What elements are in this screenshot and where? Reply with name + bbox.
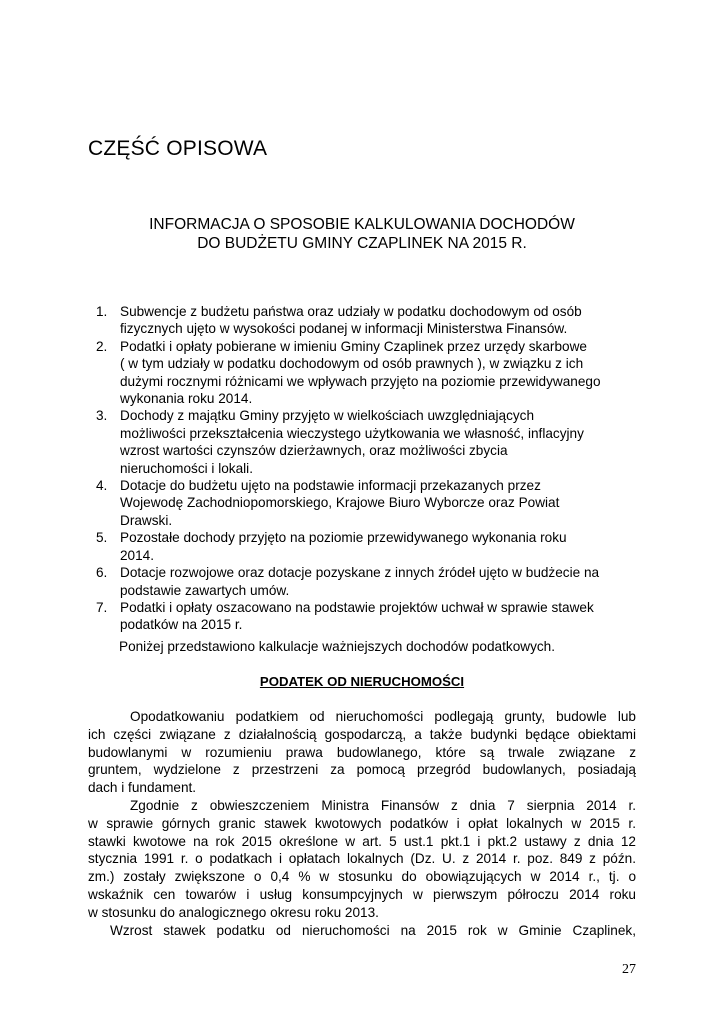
- section-heading-line-2: DO BUDŻETU GMINY CZAPLINEK NA 2015 R.: [197, 235, 527, 252]
- paragraph-line: zm.) zostały zwiększone o 0,4 % w stosunku do obowiązujących w 2014 r., tj. o: [88, 869, 636, 885]
- numbered-list: [96, 303, 640, 634]
- list-item-line: ( w tym udziały w podatku dochodowym od osób prawnych ), w związku z ich: [120, 356, 584, 372]
- list-item-line: Pozostałe dochody przyjęto na poziomie przewidywanego wykonania roku: [120, 530, 567, 546]
- part-title: CZĘŚĆ OPISOWA: [88, 137, 268, 160]
- paragraph-line: Wzrost stawek podatku od nieruchomości na 2015 rok w Gminie Czaplinek,: [110, 922, 636, 938]
- list-item-number: 3.: [96, 408, 108, 424]
- list-item-line: nieruchomości i lokali.: [120, 460, 253, 476]
- list-item: [96, 599, 640, 634]
- list-item-number: 7.: [96, 599, 108, 615]
- paragraph-line: stawki kwotowe na rok 2015 określone w art. 5 ust.1 pkt.1 i pkt.2 ustawy z dnia 12: [88, 833, 636, 849]
- list-item-line: Drawski.: [120, 512, 173, 528]
- list-item-line: Wojewodę Zachodniopomorskiego, Krajowe Biuro Wyborcze oraz Powiat: [120, 495, 560, 511]
- paragraph-line: wskaźnik cen towarów i usług konsumpcyjnych w pierwszym półroczu 2014 roku: [88, 886, 636, 902]
- section-heading-line-1: INFORMACJA O SPOSOBIE KALKULOWANIA DOCHODÓW: [149, 216, 575, 233]
- list-item-line: możliwości przekształcenia wieczystego użytkowania we własność, inflacyjny: [120, 425, 584, 441]
- section-heading: [88, 215, 636, 253]
- list-item-line: fizycznych ujęto w wysokości podanej w informacji Ministerstwa Finansów.: [120, 321, 568, 337]
- list-item-line: Dotacje do budżetu ujęto na podstawie informacji przekazanych przez: [120, 478, 541, 494]
- list-item-number: 1.: [96, 304, 108, 319]
- list-item-number: 4.: [96, 478, 108, 494]
- list-item-line: wzrost wartości czynszów dzierżawnych, oraz możliwości zbycia: [120, 443, 508, 459]
- list-item-line: podstawie zawartych umów.: [120, 582, 290, 598]
- list-item-line: Subwencje z budżetu państwa oraz udziały w podatku dochodowym od osób: [120, 304, 582, 319]
- list-item-line: Dochody z majątku Gminy przyjęto w wielkościach uwzględniających: [120, 408, 535, 424]
- list-item-line: Podatki i opłaty pobierane w imieniu Gminy Czaplinek przez urzędy skarbowe: [120, 338, 587, 354]
- list-item-number: 2.: [96, 338, 108, 354]
- page-number: 27: [622, 962, 636, 977]
- paragraph-line: w stosunku do analogicznego okresu roku 2013.: [88, 904, 379, 920]
- body-text: [88, 708, 636, 939]
- list-item-line: Dotacje rozwojowe oraz dotacje pozyskane z innych źródeł ujęto w budżecie na: [120, 565, 600, 581]
- list-item: [96, 303, 640, 338]
- paragraph-line: budowlanymi w rozumieniu prawa budowlanego, które są trwale związane z: [88, 744, 636, 760]
- paragraph-line: gruntem, wydzielone z przestrzeni za pomocą przegród budowlanych, posiadają: [88, 762, 636, 778]
- list-item-line: Podatki i opłaty oszacowano na podstawie projektów uchwał w sprawie stawek: [120, 599, 594, 615]
- list-item: [96, 338, 640, 408]
- list-item: [96, 529, 640, 564]
- list-item-number: 6.: [96, 565, 108, 581]
- list-item: [96, 564, 640, 599]
- paragraph-line: ich części związane z działalnością gospodarczą, a także budynki będące obiektami: [88, 726, 636, 742]
- paragraph-line: stycznia 1991 r. o podatkach i opłatach lokalnych (Dz. U. z 2014 r. poz. 849 z późn.: [88, 851, 636, 867]
- paragraph-line: Zgodnie z obwieszczeniem Ministra Finansów z dnia 7 sierpnia 2014 r.: [130, 797, 636, 813]
- paragraph-line: w sprawie górnych granic stawek kwotowych podatków i opłat lokalnych w 2015 r.: [88, 815, 636, 831]
- list-item: [96, 477, 640, 529]
- intro-text: Poniżej przedstawiono kalkulacje ważniejszych dochodów podatkowych.: [119, 639, 555, 654]
- list-item-line: 2014.: [120, 547, 155, 563]
- paragraph-line: Opodatkowaniu podatkiem od nieruchomości podlegają grunty, budowle lub: [130, 709, 636, 724]
- list-item-line: wykonania roku 2014.: [120, 391, 253, 407]
- subsection-heading: PODATEK OD NIERUCHOMOŚCI: [259, 674, 465, 689]
- list-item-number: 5.: [96, 530, 108, 546]
- paragraph-line: dach i fundament.: [88, 780, 197, 796]
- list-item-line: dużymi rocznymi różnicami we wpływach przyjęto na poziomie przewidywanego: [120, 373, 601, 389]
- list-item-line: podatków na 2015 r.: [120, 617, 243, 633]
- list-item: [96, 407, 640, 477]
